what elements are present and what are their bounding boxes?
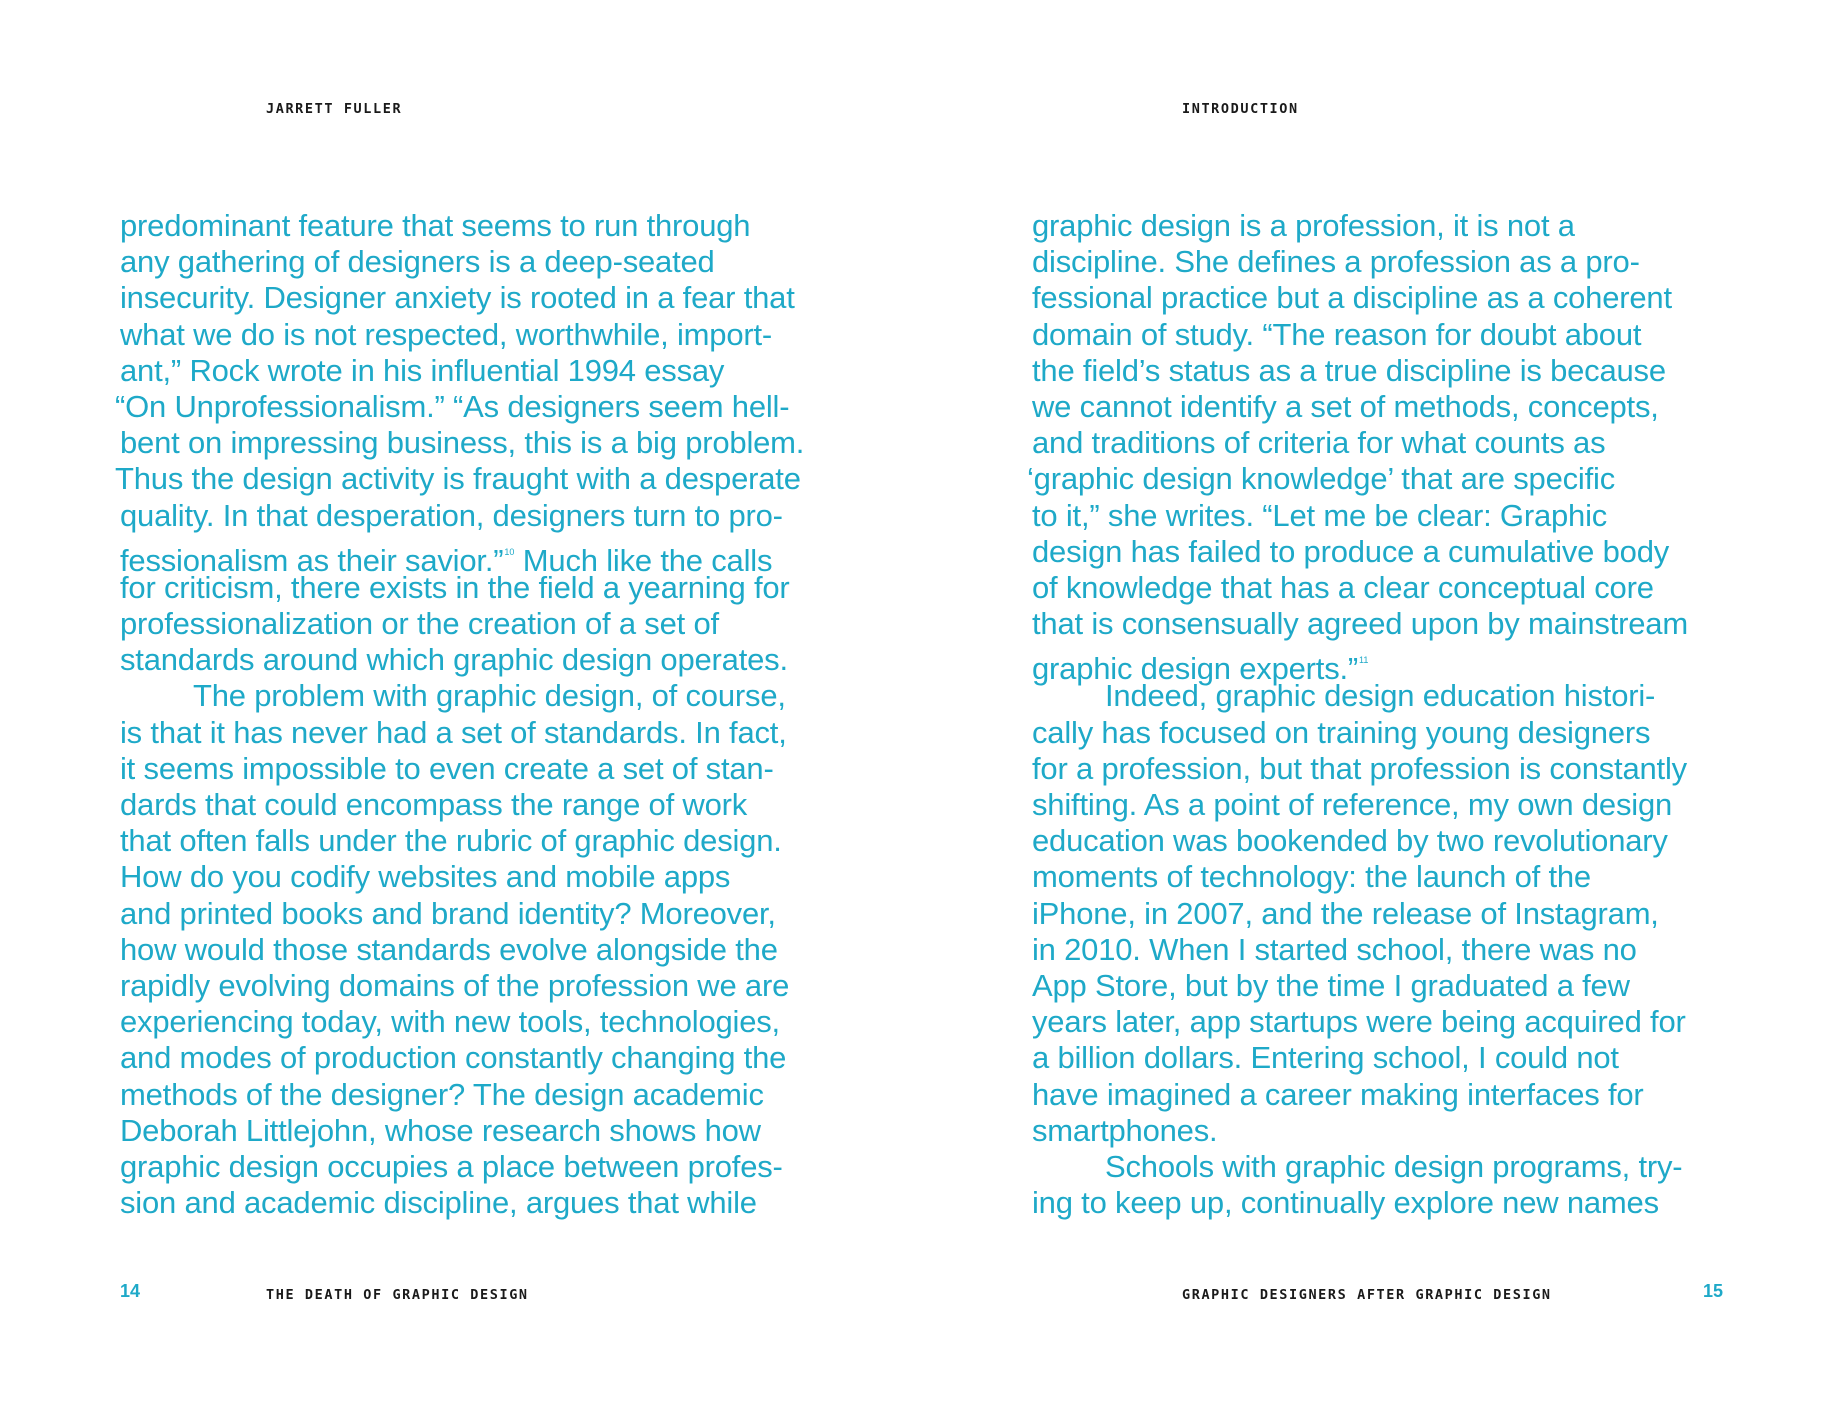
text-line-content: have imagined a career making interfaces for <box>1032 1076 1644 1112</box>
text-line-content: what we do is not respected, worthwhile, import- <box>120 316 773 352</box>
text-line-content: The problem with graphic design, of course, <box>193 678 786 714</box>
text-line-content: rapidly evolving domains of the profession we are <box>120 967 790 1003</box>
text-line <box>120 353 804 389</box>
text-line <box>1032 280 1688 316</box>
text-line-content: domain of study. “The reason for doubt about <box>1032 316 1642 352</box>
text-line-content: How do you codify websites and mobile apps <box>120 859 731 895</box>
text-line <box>120 317 804 353</box>
text-line <box>1032 606 1688 642</box>
text-line-content: and modes of production constantly changing the <box>120 1040 787 1076</box>
text-line-content: of knowledge that has a clear conceptual core <box>1032 569 1654 605</box>
text-line <box>1032 570 1688 606</box>
text-line-content: Schools with graphic design programs, try- <box>1105 1148 1683 1184</box>
text-line-content: education was bookended by two revolutionary <box>1032 823 1668 859</box>
text-line <box>1027 461 1688 497</box>
text-line <box>1032 823 1688 859</box>
text-line-content: to it,” she writes. “Let me be clear: Graphic <box>1032 497 1608 533</box>
text-line-content: for a profession, but that profession is constantly <box>1032 750 1687 786</box>
text-line <box>120 823 804 859</box>
running-foot-book-title: THE DEATH OF GRAPHIC DESIGN <box>266 1287 529 1303</box>
text-line <box>115 461 804 497</box>
text-line <box>120 534 804 578</box>
text-line-content: for criticism, there exists in the field a yearning for <box>120 569 790 605</box>
text-line <box>1032 678 1688 714</box>
text-line-content: methods of the designer? The design academic <box>120 1076 764 1112</box>
text-line <box>120 932 804 968</box>
text-line <box>120 678 804 714</box>
text-line <box>1032 1004 1688 1040</box>
text-line <box>120 751 804 787</box>
text-line-content: ‘graphic design knowledge’ that are specific <box>1027 461 1616 497</box>
text-line-content: that is consensually agreed upon by mainstream <box>1032 606 1688 642</box>
right-page <box>921 0 1842 1410</box>
text-line-content: smartphones. <box>1032 1112 1218 1148</box>
running-head-chapter: INTRODUCTION <box>1182 101 1299 117</box>
body-text-left <box>115 208 805 1221</box>
text-line-content: Indeed, graphic design education histori- <box>1105 678 1656 714</box>
text-line <box>1032 751 1688 787</box>
text-line-content: professionalization or the creation of a set of <box>120 606 719 642</box>
text-line-content: graphic design occupies a place between profes- <box>120 1148 783 1184</box>
text-line <box>1032 534 1688 570</box>
text-line <box>120 787 804 823</box>
text-line <box>1032 1149 1688 1185</box>
text-line <box>120 859 804 895</box>
text-line <box>120 570 804 606</box>
text-line-content: we cannot identify a set of methods, concepts, <box>1032 388 1659 424</box>
text-line-content: dards that could encompass the range of work <box>120 787 748 822</box>
text-line-content: is that it has never had a set of standards. In fact, <box>120 714 787 750</box>
text-line <box>120 1149 804 1185</box>
text-line <box>1032 787 1688 823</box>
text-line-content: discipline. She defines a profession as a pro- <box>1032 244 1640 280</box>
text-line-content: moments of technology: the launch of the <box>1032 859 1591 895</box>
text-line-content: and printed books and brand identity? Moreover, <box>120 895 776 931</box>
text-line <box>1032 389 1688 425</box>
text-line-content: a billion dollars. Entering school, I could not <box>1032 1040 1619 1076</box>
text-line <box>120 1004 804 1040</box>
text-line-content: shifting. As a point of reference, my own design <box>1032 787 1673 822</box>
text-line-content: the field’s status as a true discipline is because <box>1032 352 1666 388</box>
text-line-content: sion and academic discipline, argues that while <box>120 1185 757 1221</box>
text-line <box>1032 1077 1688 1113</box>
body-text-right <box>1027 208 1688 1221</box>
text-line <box>1032 317 1688 353</box>
text-line-content: predominant feature that seems to run through <box>120 208 751 243</box>
text-line <box>120 244 804 280</box>
page-number-left: 14 <box>120 1281 141 1301</box>
text-line <box>1032 715 1688 751</box>
text-line-content: Thus the design activity is fraught with a desperate <box>115 461 801 497</box>
text-line-content: standards around which graphic design operates. <box>120 642 788 678</box>
text-line <box>1032 425 1688 461</box>
text-line <box>120 280 804 316</box>
text-line <box>115 389 804 425</box>
text-line-content: any gathering of designers is a deep-seated <box>120 244 715 280</box>
text-line <box>1032 896 1688 932</box>
text-line-content: how would those standards evolve alongside the <box>120 931 778 967</box>
text-line <box>1032 353 1688 389</box>
text-line <box>1032 642 1688 687</box>
text-line-content: it seems impossible to even create a set of stan- <box>120 750 774 786</box>
text-line-content: Deborah Littlejohn, whose research shows how <box>120 1112 761 1148</box>
running-head-author: JARRETT FULLER <box>266 101 403 117</box>
text-line-content: ant,” Rock wrote in his influential 1994 essay <box>120 352 725 388</box>
text-line-content: graphic design is a profession, it is not a <box>1032 208 1575 243</box>
text-line-content: years later, app startups were being acquired for <box>1032 1004 1686 1040</box>
text-line-content: cally has focused on training young designers <box>1032 714 1651 750</box>
text-line <box>1032 244 1688 280</box>
text-line-content: design has failed to produce a cumulative body <box>1032 533 1670 569</box>
text-line <box>120 425 804 461</box>
text-line-content: that often falls under the rubric of graphic design. <box>120 823 782 859</box>
text-line-content: iPhone, in 2007, and the release of Instagram, <box>1032 895 1659 931</box>
text-line-content: in 2010. When I started school, there was no <box>1032 931 1637 967</box>
text-line-content: ing to keep up, continually explore new names <box>1032 1185 1659 1221</box>
page-number-right: 15 <box>1703 1281 1724 1301</box>
text-line <box>120 1113 804 1149</box>
text-line <box>120 896 804 932</box>
text-line-content: bent on impressing business, this is a big problem. <box>120 425 805 461</box>
text-line-content: and traditions of criteria for what counts as <box>1032 425 1606 461</box>
footnote-marker: 10 <box>504 546 515 557</box>
text-line-content: quality. In that desperation, designers turn to pro- <box>120 497 783 533</box>
text-line <box>1032 208 1688 244</box>
text-line <box>120 606 804 642</box>
footnote-marker: 11 <box>1359 655 1369 666</box>
text-line-content: insecurity. Designer anxiety is rooted in a fear that <box>120 280 795 316</box>
text-line <box>120 1040 804 1076</box>
text-line <box>1032 1040 1688 1076</box>
text-line-continuation: Much like the calls <box>514 542 773 578</box>
text-line-content: “On Unprofessionalism.” “As designers seem hell- <box>115 388 790 424</box>
text-line <box>1032 1185 1688 1221</box>
text-line-content: fessionalism as their savior.” <box>120 542 504 578</box>
text-line <box>120 1185 804 1221</box>
text-line-content: fessional practice but a discipline as a coherent <box>1032 280 1672 316</box>
text-line-content: experiencing today, with new tools, technologies, <box>120 1004 780 1040</box>
text-line <box>1032 859 1688 895</box>
text-line <box>1032 932 1688 968</box>
text-line <box>120 642 804 678</box>
text-line <box>120 498 804 534</box>
text-line-content: App Store, but by the time I graduated a few <box>1032 967 1630 1003</box>
text-line <box>120 208 804 244</box>
text-line <box>1032 1113 1688 1149</box>
running-foot-section-title: GRAPHIC DESIGNERS AFTER GRAPHIC DESIGN <box>1182 1287 1552 1303</box>
text-line <box>1032 968 1688 1004</box>
text-line <box>120 968 804 1004</box>
text-line <box>1032 498 1688 534</box>
text-line-content: graphic design experts.” <box>1032 651 1359 687</box>
text-line <box>120 715 804 751</box>
text-line <box>120 1077 804 1113</box>
